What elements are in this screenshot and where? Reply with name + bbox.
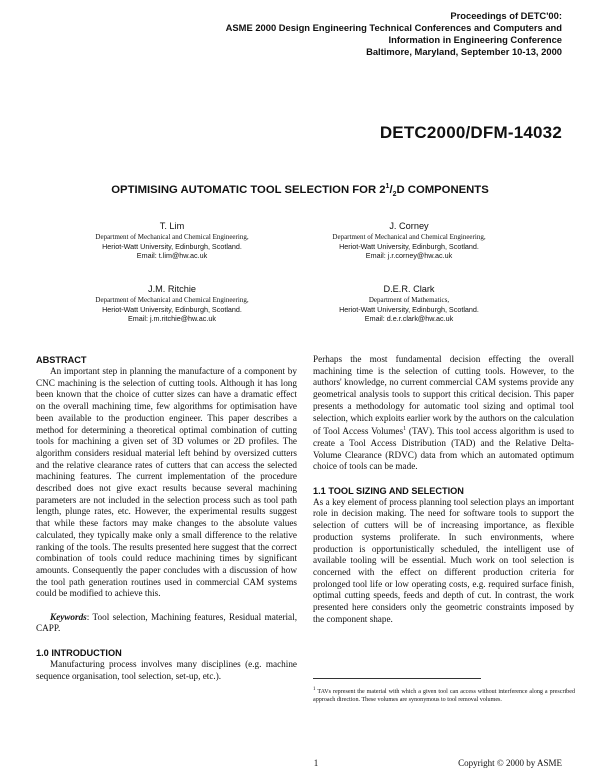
right-para-text-b: (TAV). This tool access algorithm is used to create a Tool Access Distribution (TAD) and the Relative Delta-Volume Clearance (RDVC) data from which an automated optimum choice of tools can be made.	[313, 426, 574, 472]
intro-text: Manufacturing process involves many disciplines (e.g. machine sequence organisation, tool selection, set-up, etc.).	[36, 658, 297, 681]
author-name: T. Lim	[159, 221, 185, 231]
author-email[interactable]: Email: j.m.ritchie@hw.ac.uk	[128, 314, 216, 323]
section-text: As a key element of process planning tool selection plays an important role in decision making. The need for software tools to support the selection of cutters will be of increasing importance, as flexible production systems proliferate. In such environments, where production is opportunistically scheduled, the intelligent use of available tooling will be essential. Much work on tool selection is concerned with the effect on different production criteria for prolonged tool life or low operating costs, e.g. required surface finish, optimal cutting speeds, feeds and depth of cut. In contrast, the work presented here considers only the geometric constraints imposed by the component shape.	[313, 496, 574, 624]
author-dept: Department of Mechanical and Chemical Engineering,	[95, 296, 249, 304]
title-suffix: D COMPONENTS	[396, 183, 489, 196]
author-university: Heriot-Watt University, Edinburgh, Scotland.	[102, 242, 242, 251]
author-name: J.M. Ritchie	[148, 284, 196, 294]
footnote-mark: 1	[313, 687, 316, 692]
footnote-text: TAVs represent the material with which a given tool can access without interference along a prescribed approach direction. These volumes are synonymous to tool removal volumes.	[313, 689, 575, 704]
author-block	[279, 283, 539, 323]
title-frac-num: 1	[385, 183, 390, 190]
proceedings-header	[142, 10, 562, 58]
footnote-divider	[313, 678, 481, 679]
right-column	[313, 354, 574, 626]
title-prefix: OPTIMISING AUTOMATIC TOOL SELECTION FOR 2	[111, 183, 386, 196]
title-frac-den: 2	[392, 191, 397, 199]
proceedings-line: ASME 2000 Design Engineering Technical Conferences and Computers and	[225, 22, 562, 33]
section-heading: 1.1 TOOL SIZING AND SELECTION	[313, 485, 464, 496]
paper-id: DETC2000/DFM-14032	[379, 123, 562, 142]
keywords	[36, 612, 297, 635]
author-block	[42, 220, 302, 260]
author-name: D.E.R. Clark	[383, 284, 435, 294]
keywords-text: : Tool selection, Machining features, Residual material, CAPP.	[36, 611, 297, 634]
author-block	[279, 220, 539, 260]
author-university: Heriot-Watt University, Edinburgh, Scotland.	[102, 305, 242, 314]
right-para	[313, 354, 574, 473]
author-dept: Department of Mechanical and Chemical Engineering,	[95, 233, 249, 241]
right-para-text-a: Perhaps the most fundamental decision effecting the overall machining time is the selection of cutting tools. However, to the authors' knowledge, no current commercial CAM systems provide any geometrical analysis tools to support this critical decision. This paper presents a methodology for automatic tool sizing and optimal tool selection, which exploits earlier work by the authors on the calculation of Tool Access Volumes	[313, 354, 574, 437]
copyright: Copyright © 2000 by ASME	[458, 758, 562, 768]
proceedings-line: Proceedings of DETC'00:	[450, 10, 562, 21]
left-column	[36, 354, 297, 682]
footnote	[313, 686, 575, 704]
author-dept: Department of Mechanical and Chemical Engineering,	[332, 233, 486, 241]
proceedings-line: Baltimore, Maryland, September 10-13, 2000	[366, 46, 562, 57]
paper-title: OPTIMISING AUTOMATIC TOOL SELECTION FOR $2^1/_2D$ COMPONENTS	[111, 183, 489, 199]
author-name: J. Corney	[389, 221, 429, 231]
page-number: 1	[313, 758, 319, 768]
proceedings-line: Information in Engineering Conference	[388, 34, 562, 45]
footnote-ref[interactable]: 1	[403, 426, 407, 433]
author-email[interactable]: Email: j.r.corney@hw.ac.uk	[365, 251, 453, 260]
abstract-text: An important step in planning the manufacture of a component by CNC machining is the selection of cutting tools. Although it has long been known that the choice of cutter sizes can have a dramatic effect on the overall machining time, few algorithms for optimisation have been available to the production engineer. This paper describes a method for determining a theoretical optimal combination of cutting tools for machining a given set of 3D volumes or 2D profiles. The algorithm considers residual material left behind by oversized cutters and the relative clearance rates of cutters that can access the selected machining features. The current implementation of the procedure described does not give exact results because several machining parameters are not included in the selection process such as tool path length, plunge rates, etc. However, the experimental results suggest that while these factors may make changes to the absolute values calculated, they typically make only a small difference to the relative ranking of the tools. The results presented here suggest that the correct combination of tools could reduce machining times by significant amounts. Consequently the paper concludes with a discussion of how the tool path generation routines used in commercial CAM systems could be modified to achieve this.	[36, 366, 297, 599]
author-dept: Department of Mathematics,	[368, 296, 450, 304]
author-university: Heriot-Watt University, Edinburgh, Scotland.	[339, 242, 479, 251]
intro-heading: 1.0 INTRODUCTION	[36, 647, 122, 658]
keywords-label: Keywords	[50, 611, 87, 622]
author-email[interactable]: Email: t.lim@hw.ac.uk	[136, 251, 208, 260]
author-university: Heriot-Watt University, Edinburgh, Scotland.	[339, 305, 479, 314]
author-block	[42, 283, 302, 323]
abstract-heading: ABSTRACT	[36, 355, 87, 365]
author-email[interactable]: Email: d.e.r.clark@hw.ac.uk	[364, 314, 454, 323]
